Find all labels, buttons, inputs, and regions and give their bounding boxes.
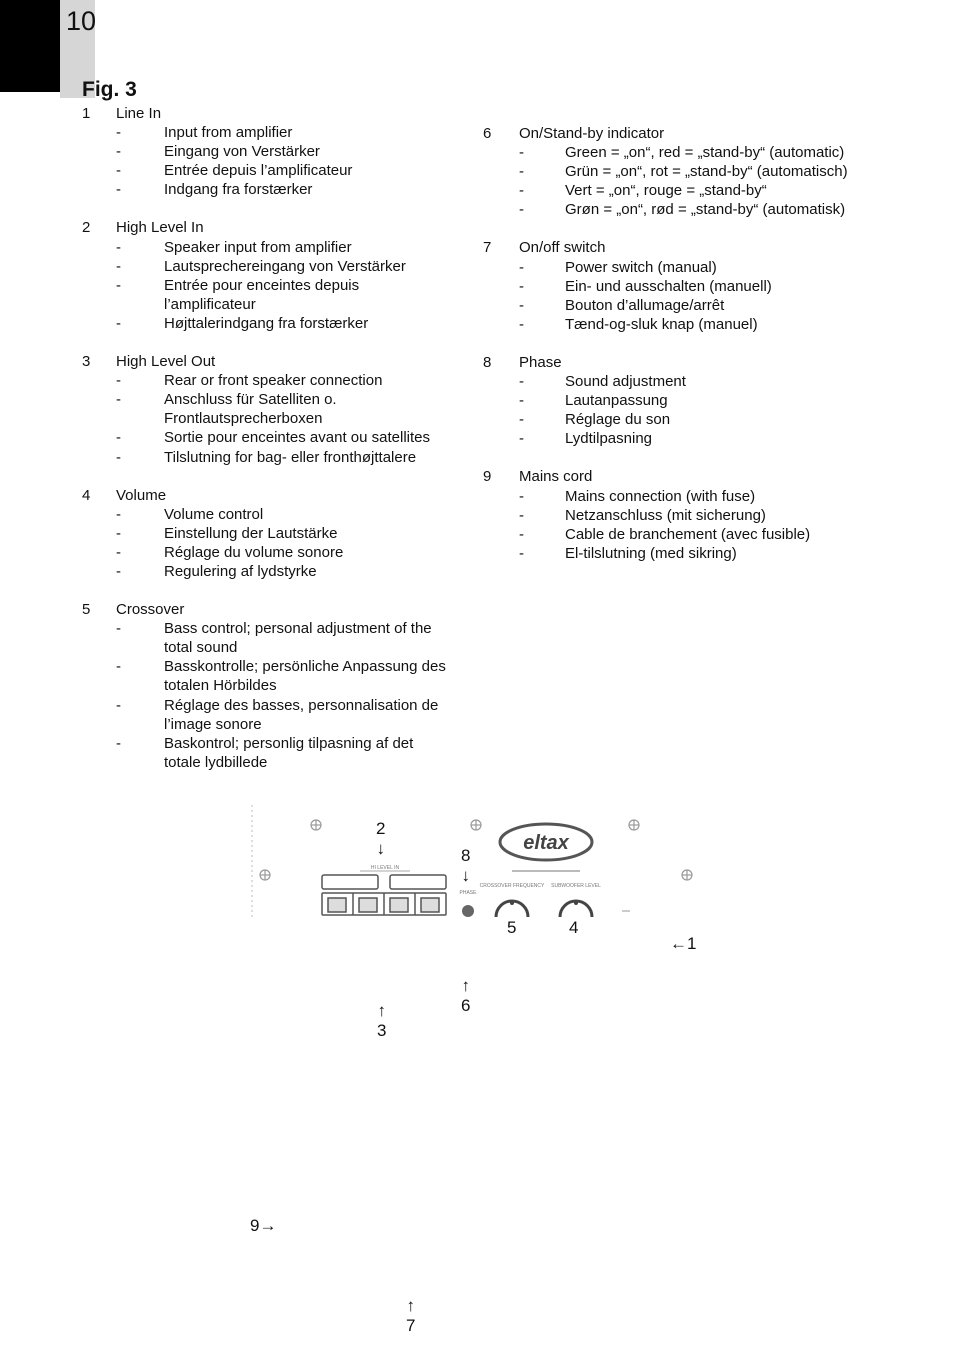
- legend-sub-line: - Sound adjustment: [483, 372, 903, 391]
- legend-sub-text: Sortie pour enceintes avant ou satellites: [164, 429, 430, 447]
- legend-item: [483, 124, 903, 219]
- legend-sub-text: Cable de branchement (avec fusible): [565, 525, 811, 543]
- legend-sub-text: Volume control: [164, 505, 264, 523]
- legend-sub-text: Vert = „on“, rouge = „stand-by“: [565, 182, 767, 200]
- rear-panel-diagram: [250, 805, 705, 917]
- legend-item-number: 5: [82, 601, 91, 619]
- legend-sub-line: - Rear or front speaker connection: [82, 371, 462, 390]
- legend-sub-line: - Mains connection (with fuse): [483, 487, 903, 506]
- legend-sub-line: - Entrée pour enceintes depuis l’amplificateur: [82, 276, 462, 314]
- legend-sub-text: Réglage des basses, personnalisation de l’image sonore: [164, 696, 439, 733]
- legend-sub-line: - Input from amplifier: [82, 123, 462, 142]
- legend-item-number: 7: [483, 239, 492, 257]
- legend-sub-text: Einstellung der Lautstärke: [164, 524, 338, 542]
- legend-sub-line: - Ein- und ausschalten (manuell): [483, 277, 903, 296]
- legend-sub-line: - Sortie pour enceintes avant ou satellites: [82, 428, 462, 447]
- callout-8: 8 ↓: [461, 846, 471, 885]
- legend-item-number: 3: [82, 353, 91, 371]
- legend-item-heading: [483, 467, 903, 486]
- legend-sub-text: Ein- und ausschalten (manuell): [565, 277, 772, 295]
- callout-1: ←1: [670, 934, 697, 953]
- phase-label: PHASE: [459, 890, 477, 896]
- legend-item-number: 4: [82, 486, 91, 504]
- legend-sub-line: - Vert = „on“, rouge = „stand-by“: [483, 181, 903, 200]
- legend-sub-line: - Entrée depuis l’amplificateur: [82, 161, 462, 180]
- callout-4: 4: [569, 918, 579, 937]
- legend-sub-line: - Grøn = „on“, rød = „stand-by“ (automatisk): [483, 200, 903, 219]
- legend-item-heading: [82, 218, 462, 237]
- legend-item-heading: [483, 124, 903, 143]
- legend-sub-text: Lydtilpasning: [565, 430, 653, 448]
- legend-sub-text: Speaker input from amplifier: [164, 238, 352, 256]
- legend-sub-text: Anschluss für Satelliten o. Frontlautsprecherboxen: [164, 391, 337, 428]
- legend-item: [483, 238, 903, 333]
- legend-sub-line: - Basskontrolle; persönliche Anpassung des totalen Hörbildes: [82, 657, 462, 695]
- phase-switch-icon: [462, 905, 474, 917]
- legend-sub-text: Input from amplifier: [164, 124, 293, 142]
- legend-sub-line: - Green = „on“, red = „stand-by“ (automatic): [483, 143, 903, 162]
- legend-sub-text: Green = „on“, red = „stand-by“ (automatic): [565, 144, 845, 162]
- legend-sub-line: - Netzanschluss (mit sicherung): [483, 506, 903, 525]
- legend-sub-text: Lautanpassung: [565, 392, 668, 410]
- legend-sub-text: Bass control; personal adjustment of the total sound: [164, 620, 432, 657]
- legend-sub-line: - Indgang fra forstærker: [82, 180, 462, 199]
- legend-sub-text: Eingang von Verstärker: [164, 143, 320, 161]
- legend-sub-text: El-tilslutning (med sikring): [565, 544, 737, 562]
- legend-sub-line: - Cable de branchement (avec fusible): [483, 525, 903, 544]
- legend-sub-line: - Réglage des basses, personnalisation de l’image sonore: [82, 696, 462, 734]
- legend-sub-line: - Réglage du son: [483, 410, 903, 429]
- legend-sub-text: Sound adjustment: [565, 373, 686, 391]
- screw-icon: [682, 870, 692, 880]
- legend-sub-text: Regulering af lydstyrke: [164, 562, 317, 580]
- legend-sub-line: - Anschluss für Satelliten o. Frontlautsprecherboxen: [82, 390, 462, 428]
- screw-icon: [311, 820, 321, 830]
- callout-7: ↑ 7: [406, 1296, 416, 1335]
- legend-sub-line: - Lautanpassung: [483, 391, 903, 410]
- hi-level-label: HI LEVEL IN: [370, 865, 400, 871]
- legend-sub-line: - Volume control: [82, 505, 462, 524]
- legend-item-title: High Level Out: [116, 353, 216, 371]
- legend-sub-text: Power switch (manual): [565, 258, 717, 276]
- callout-9: 9→: [250, 1216, 277, 1235]
- svg-text:eltax: eltax: [523, 832, 569, 854]
- legend-item-title: Phase: [519, 353, 562, 371]
- legend-sub-text: Bouton d’allumage/arrêt: [565, 296, 725, 314]
- figure-title: Fig. 3: [82, 78, 137, 101]
- left-legend-column: [82, 104, 462, 791]
- legend-sub-line: - Eingang von Verstärker: [82, 142, 462, 161]
- legend-item-number: 8: [483, 353, 492, 371]
- legend-sub-text: Réglage du son: [565, 411, 671, 429]
- legend-sub-text: Tænd-og-sluk knap (manuel): [565, 315, 758, 333]
- legend-sub-text: Entrée pour enceintes depuis l’amplificateur: [164, 276, 360, 313]
- page-number: 10: [66, 6, 97, 36]
- legend-sub-text: Baskontrol; personlig tilpasning af det totale lydbillede: [164, 734, 414, 771]
- legend-sub-line: - Grün = „on“, rot = „stand-by“ (automatisch): [483, 162, 903, 181]
- legend-item-number: 9: [483, 468, 492, 486]
- legend-sub-text: Réglage du volume sonore: [164, 543, 344, 561]
- legend-sub-text: Højttalerindgang fra forstærker: [164, 314, 369, 332]
- level-label: SUBWOOFER LEVEL: [551, 883, 601, 889]
- callout-6: ↑ 6: [461, 976, 471, 1015]
- legend-item-heading: [82, 600, 462, 619]
- legend-item: [82, 600, 462, 772]
- legend-sub-line: - El-tilslutning (med sikring): [483, 544, 903, 563]
- legend-item: [82, 486, 462, 581]
- callout-5: 5: [507, 918, 517, 937]
- legend-item-heading: [483, 238, 903, 257]
- legend-item: [82, 352, 462, 467]
- legend-item-heading: [82, 486, 462, 505]
- legend-sub-line: - Réglage du volume sonore: [82, 543, 462, 562]
- legend-item-title: On/off switch: [519, 239, 606, 257]
- legend-sub-line: - Bouton d’allumage/arrêt: [483, 296, 903, 315]
- legend-item: [483, 467, 903, 562]
- legend-item-number: 2: [82, 219, 91, 237]
- legend-item-heading: [82, 352, 462, 371]
- legend-item-heading: [483, 353, 903, 372]
- legend-sub-line: - Einstellung der Lautstärke: [82, 524, 462, 543]
- legend-item-heading: [82, 104, 462, 123]
- legend-sub-line: - Højttalerindgang fra forstærker: [82, 314, 462, 333]
- legend-sub-text: Tilslutning for bag- eller fronthøjttalere: [164, 448, 417, 466]
- legend-sub-text: Grün = „on“, rot = „stand-by“ (automatisch): [565, 163, 848, 181]
- legend-item-title: Line In: [116, 105, 162, 122]
- legend-sub-text: Rear or front speaker connection: [164, 372, 383, 390]
- legend-sub-text: Basskontrolle; persönliche Anpassung des totalen Hörbildes: [164, 658, 446, 695]
- legend-item: [82, 104, 462, 199]
- crossover-label: CROSSOVER FREQUENCY: [479, 883, 545, 889]
- legend-sub-line: - Lydtilpasning: [483, 429, 903, 448]
- legend-item-number: 1: [82, 105, 91, 122]
- legend-sub-line: - Tænd-og-sluk knap (manuel): [483, 315, 903, 334]
- legend-sub-text: Entrée depuis l’amplificateur: [164, 162, 353, 180]
- legend-sub-line: - Tilslutning for bag- eller fronthøjttalere: [82, 448, 462, 467]
- legend-sub-line: - Baskontrol; personlig tilpasning af det totale lydbillede: [82, 734, 462, 772]
- legend-sub-text: Mains connection (with fuse): [565, 487, 756, 505]
- screw-icon: [471, 820, 481, 830]
- legend-sub-text: Netzanschluss (mit sicherung): [565, 506, 766, 524]
- legend-sub-line: - Speaker input from amplifier: [82, 238, 462, 257]
- legend-item-number: 6: [483, 125, 492, 142]
- legend-item-title: Volume: [116, 486, 167, 504]
- legend-item-title: On/Stand-by indicator: [519, 125, 665, 142]
- screw-icon: [629, 820, 639, 830]
- legend-sub-text: Lautsprechereingang von Verstärker: [164, 257, 406, 275]
- legend-sub-line: - Bass control; personal adjustment of the total sound: [82, 619, 462, 657]
- legend-item: [82, 218, 462, 333]
- callout-3: ↑ 3: [377, 1001, 387, 1040]
- legend-sub-line: - Lautsprechereingang von Verstärker: [82, 257, 462, 276]
- legend-item-title: Mains cord: [519, 468, 593, 486]
- legend-sub-line: - Regulering af lydstyrke: [82, 562, 462, 581]
- legend-item: [483, 353, 903, 448]
- legend-item-title: Crossover: [116, 601, 185, 619]
- screw-icon: [260, 870, 270, 880]
- legend-sub-text: Grøn = „on“, rød = „stand-by“ (automatisk): [565, 201, 846, 219]
- legend-sub-line: - Power switch (manual): [483, 258, 903, 277]
- callout-2: 2 ↓: [376, 819, 386, 858]
- legend-sub-text: Indgang fra forstærker: [164, 181, 313, 199]
- legend-item-title: High Level In: [116, 219, 204, 237]
- right-legend-column: [483, 124, 903, 582]
